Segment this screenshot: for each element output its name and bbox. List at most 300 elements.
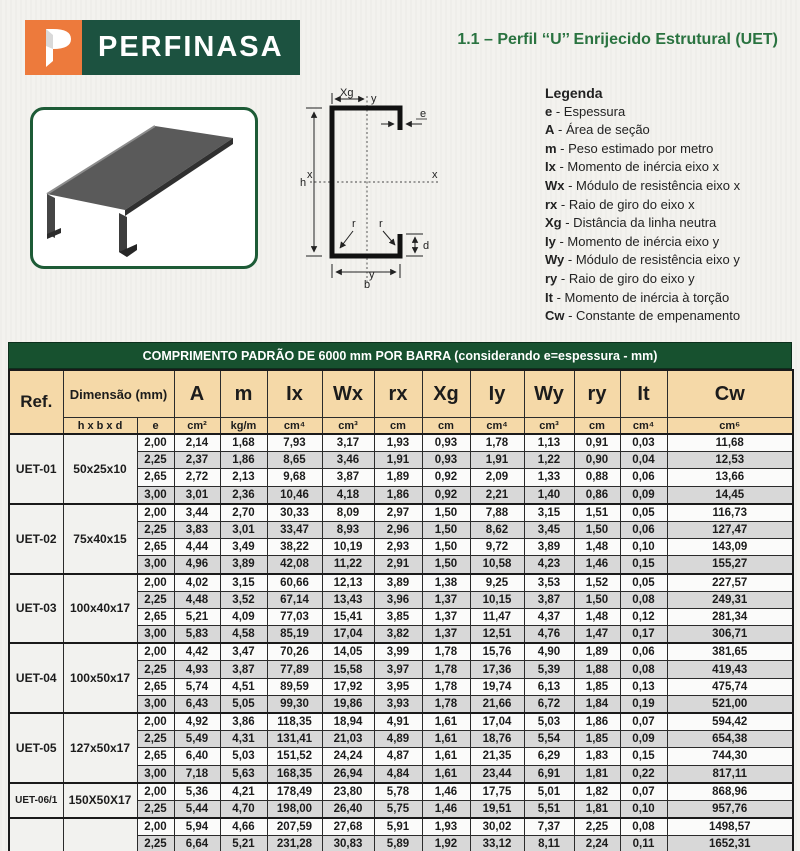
value-cell: 19,74 bbox=[470, 678, 524, 695]
legend-items bbox=[545, 103, 797, 326]
value-cell: 5,49 bbox=[174, 731, 220, 748]
legend-item: Wx - Módulo de resistência eixo x bbox=[545, 177, 741, 193]
value-cell: 38,22 bbox=[267, 539, 322, 556]
value-cell: 5,75 bbox=[374, 800, 422, 818]
value-cell: 3,87 bbox=[322, 469, 374, 486]
value-cell: 17,04 bbox=[322, 626, 374, 644]
value-cell: 0,08 bbox=[620, 591, 667, 608]
legend-item: e - Espessura bbox=[545, 103, 626, 119]
axis-label-y-top: y bbox=[371, 93, 377, 105]
value-cell: 3,96 bbox=[374, 591, 422, 608]
value-cell: 1,51 bbox=[574, 504, 620, 522]
unit-A: cm² bbox=[174, 418, 220, 435]
value-cell: 4,76 bbox=[524, 626, 574, 644]
value-cell: 2,13 bbox=[220, 469, 267, 486]
value-cell: 0,93 bbox=[422, 434, 470, 452]
value-cell: 0,88 bbox=[574, 469, 620, 486]
value-cell: 3,45 bbox=[524, 521, 574, 538]
value-cell: 281,34 bbox=[667, 608, 793, 625]
value-cell: 0,09 bbox=[620, 731, 667, 748]
value-cell: 26,40 bbox=[322, 800, 374, 818]
ref-cell: UET-04 bbox=[9, 643, 63, 713]
value-cell: 2,00 bbox=[137, 504, 174, 522]
value-cell: 4,91 bbox=[374, 713, 422, 731]
value-cell: 1,50 bbox=[574, 591, 620, 608]
value-cell: 5,01 bbox=[524, 783, 574, 801]
col-header-Wy: Wy bbox=[524, 370, 574, 418]
value-cell: 1,48 bbox=[574, 608, 620, 625]
value-cell: 14,45 bbox=[667, 486, 793, 504]
value-cell: 1,50 bbox=[422, 539, 470, 556]
value-cell: 3,00 bbox=[137, 486, 174, 504]
value-cell: 2,25 bbox=[137, 731, 174, 748]
value-cell: 15,41 bbox=[322, 608, 374, 625]
value-cell: 3,89 bbox=[524, 539, 574, 556]
value-cell: 3,87 bbox=[220, 661, 267, 678]
value-cell: 9,72 bbox=[470, 539, 524, 556]
value-cell: 6,91 bbox=[524, 765, 574, 783]
col-header-Cw: Cw bbox=[667, 370, 793, 418]
value-cell: 0,06 bbox=[620, 521, 667, 538]
value-cell: 1,88 bbox=[574, 661, 620, 678]
value-cell: 306,71 bbox=[667, 626, 793, 644]
value-cell: 957,76 bbox=[667, 800, 793, 818]
value-cell: 5,44 bbox=[174, 800, 220, 818]
col-header-m: m bbox=[220, 370, 267, 418]
uet-profile-table bbox=[8, 369, 794, 851]
value-cell: 2,21 bbox=[470, 486, 524, 504]
value-cell: 0,06 bbox=[620, 643, 667, 661]
value-cell: 1,50 bbox=[422, 556, 470, 574]
value-cell: 5,54 bbox=[524, 731, 574, 748]
value-cell: 4,09 bbox=[220, 608, 267, 625]
unit-m: kg/m bbox=[220, 418, 267, 435]
value-cell: 178,49 bbox=[267, 783, 322, 801]
value-cell: 4,70 bbox=[220, 800, 267, 818]
value-cell: 4,44 bbox=[174, 539, 220, 556]
value-cell: 155,27 bbox=[667, 556, 793, 574]
unit-It: cm⁴ bbox=[620, 418, 667, 435]
value-cell: 1,48 bbox=[574, 539, 620, 556]
unit-Iy: cm⁴ bbox=[470, 418, 524, 435]
value-cell: 1,93 bbox=[422, 818, 470, 836]
value-cell: 6,29 bbox=[524, 748, 574, 765]
value-cell: 3,44 bbox=[174, 504, 220, 522]
value-cell: 85,19 bbox=[267, 626, 322, 644]
value-cell: 6,64 bbox=[174, 836, 220, 851]
value-cell: 2,00 bbox=[137, 434, 174, 452]
value-cell: 3,97 bbox=[374, 661, 422, 678]
unit-hxbxd: h x b x d bbox=[63, 418, 137, 435]
value-cell: 3,15 bbox=[524, 504, 574, 522]
value-cell: 4,92 bbox=[174, 713, 220, 731]
value-cell: 0,07 bbox=[620, 713, 667, 731]
dimension-cell bbox=[63, 818, 137, 851]
ref-cell: UET-03 bbox=[9, 574, 63, 644]
col-header-Wx: Wx bbox=[322, 370, 374, 418]
value-cell: 1,46 bbox=[574, 556, 620, 574]
value-cell: 2,65 bbox=[137, 608, 174, 625]
value-cell: 15,76 bbox=[470, 643, 524, 661]
value-cell: 30,33 bbox=[267, 504, 322, 522]
value-cell: 116,73 bbox=[667, 504, 793, 522]
value-cell: 1,61 bbox=[422, 765, 470, 783]
value-cell: 3,86 bbox=[220, 713, 267, 731]
value-cell: 1,13 bbox=[524, 434, 574, 452]
value-cell: 17,75 bbox=[470, 783, 524, 801]
value-cell: 118,35 bbox=[267, 713, 322, 731]
dim-label-e: e bbox=[420, 108, 427, 120]
value-cell: 151,52 bbox=[267, 748, 322, 765]
value-cell: 2,25 bbox=[137, 591, 174, 608]
value-cell: 1,50 bbox=[422, 521, 470, 538]
header-row-units bbox=[9, 418, 793, 435]
value-cell: 1,81 bbox=[574, 800, 620, 818]
value-cell: 42,08 bbox=[267, 556, 322, 574]
value-cell: 1498,57 bbox=[667, 818, 793, 836]
value-cell: 594,42 bbox=[667, 713, 793, 731]
value-cell: 249,31 bbox=[667, 591, 793, 608]
value-cell: 19,51 bbox=[470, 800, 524, 818]
value-cell: 1,61 bbox=[422, 748, 470, 765]
value-cell: 2,24 bbox=[574, 836, 620, 851]
value-cell: 0,15 bbox=[620, 748, 667, 765]
unit-rx: cm bbox=[374, 418, 422, 435]
dim-label-r-right: r bbox=[379, 218, 383, 230]
value-cell: 1,37 bbox=[422, 626, 470, 644]
value-cell: 1,40 bbox=[524, 486, 574, 504]
value-cell: 381,65 bbox=[667, 643, 793, 661]
value-cell: 3,00 bbox=[137, 765, 174, 783]
dim-label-r-left: r bbox=[352, 218, 356, 230]
legend-item: ry - Raio de giro do eixo y bbox=[545, 270, 695, 286]
value-cell: 0,12 bbox=[620, 608, 667, 625]
value-cell: 4,96 bbox=[174, 556, 220, 574]
value-cell: 12,53 bbox=[667, 452, 793, 469]
value-cell: 10,58 bbox=[470, 556, 524, 574]
value-cell: 17,92 bbox=[322, 678, 374, 695]
dim-label-b: b bbox=[364, 279, 371, 291]
value-cell: 0,04 bbox=[620, 452, 667, 469]
value-cell: 5,21 bbox=[174, 608, 220, 625]
value-cell: 4,89 bbox=[374, 731, 422, 748]
value-cell: 4,23 bbox=[524, 556, 574, 574]
table-row bbox=[9, 783, 793, 801]
dimension-cell: 50x25x10 bbox=[63, 434, 137, 504]
value-cell: 3,17 bbox=[322, 434, 374, 452]
logo-wordmark bbox=[82, 20, 300, 75]
value-cell: 127,47 bbox=[667, 521, 793, 538]
value-cell: 4,31 bbox=[220, 731, 267, 748]
value-cell: 18,94 bbox=[322, 713, 374, 731]
section-diagram bbox=[282, 86, 448, 293]
value-cell: 475,74 bbox=[667, 678, 793, 695]
table-row bbox=[9, 434, 793, 452]
value-cell: 2,65 bbox=[137, 678, 174, 695]
value-cell: 2,25 bbox=[137, 661, 174, 678]
value-cell: 2,36 bbox=[220, 486, 267, 504]
value-cell: 1652,31 bbox=[667, 836, 793, 851]
value-cell: 8,65 bbox=[267, 452, 322, 469]
value-cell: 33,12 bbox=[470, 836, 524, 851]
folded-p-glyph bbox=[25, 20, 82, 75]
profile-photo bbox=[30, 107, 258, 269]
value-cell: 7,93 bbox=[267, 434, 322, 452]
value-cell: 2,96 bbox=[374, 521, 422, 538]
value-cell: 3,46 bbox=[322, 452, 374, 469]
dimension-cell: 127x50x17 bbox=[63, 713, 137, 783]
value-cell: 4,87 bbox=[374, 748, 422, 765]
value-cell: 4,21 bbox=[220, 783, 267, 801]
value-cell: 2,00 bbox=[137, 713, 174, 731]
value-cell: 9,68 bbox=[267, 469, 322, 486]
value-cell: 24,24 bbox=[322, 748, 374, 765]
value-cell: 10,46 bbox=[267, 486, 322, 504]
ref-cell bbox=[9, 818, 63, 851]
value-cell: 0,10 bbox=[620, 800, 667, 818]
value-cell: 5,63 bbox=[220, 765, 267, 783]
value-cell: 5,78 bbox=[374, 783, 422, 801]
value-cell: 2,25 bbox=[137, 521, 174, 538]
value-cell: 3,89 bbox=[374, 574, 422, 592]
value-cell: 9,25 bbox=[470, 574, 524, 592]
value-cell: 3,15 bbox=[220, 574, 267, 592]
value-cell: 1,92 bbox=[422, 836, 470, 851]
legend bbox=[545, 84, 797, 326]
value-cell: 3,85 bbox=[374, 608, 422, 625]
value-cell: 12,13 bbox=[322, 574, 374, 592]
value-cell: 0,05 bbox=[620, 504, 667, 522]
value-cell: 89,59 bbox=[267, 678, 322, 695]
value-cell: 4,48 bbox=[174, 591, 220, 608]
value-cell: 10,19 bbox=[322, 539, 374, 556]
value-cell: 1,81 bbox=[574, 765, 620, 783]
value-cell: 2,72 bbox=[174, 469, 220, 486]
value-cell: 6,43 bbox=[174, 695, 220, 713]
value-cell: 17,36 bbox=[470, 661, 524, 678]
col-header-It: It bbox=[620, 370, 667, 418]
value-cell: 3,95 bbox=[374, 678, 422, 695]
value-cell: 1,89 bbox=[574, 643, 620, 661]
table-row bbox=[9, 818, 793, 836]
value-cell: 0,93 bbox=[422, 452, 470, 469]
value-cell: 2,65 bbox=[137, 748, 174, 765]
value-cell: 0,92 bbox=[422, 486, 470, 504]
value-cell: 3,89 bbox=[220, 556, 267, 574]
value-cell: 2,09 bbox=[470, 469, 524, 486]
value-cell: 0,90 bbox=[574, 452, 620, 469]
unit-Cw: cm⁶ bbox=[667, 418, 793, 435]
value-cell: 1,78 bbox=[422, 643, 470, 661]
legend-item: Xg - Distância da linha neutra bbox=[545, 215, 717, 231]
value-cell: 2,25 bbox=[137, 452, 174, 469]
table-row bbox=[9, 713, 793, 731]
value-cell: 0,17 bbox=[620, 626, 667, 644]
value-cell: 1,47 bbox=[574, 626, 620, 644]
value-cell: 0,09 bbox=[620, 486, 667, 504]
ref-cell: UET-02 bbox=[9, 504, 63, 574]
col-header-A: A bbox=[174, 370, 220, 418]
value-cell: 1,78 bbox=[422, 661, 470, 678]
value-cell: 10,15 bbox=[470, 591, 524, 608]
table-row bbox=[9, 574, 793, 592]
value-cell: 67,14 bbox=[267, 591, 322, 608]
value-cell: 0,11 bbox=[620, 836, 667, 851]
value-cell: 7,37 bbox=[524, 818, 574, 836]
perfinasa-logo bbox=[25, 20, 300, 75]
value-cell: 2,25 bbox=[574, 818, 620, 836]
legend-item: Wy - Módulo de resistência eixo y bbox=[545, 252, 740, 268]
value-cell: 4,18 bbox=[322, 486, 374, 504]
value-cell: 1,89 bbox=[374, 469, 422, 486]
value-cell: 2,65 bbox=[137, 469, 174, 486]
value-cell: 1,37 bbox=[422, 591, 470, 608]
value-cell: 1,82 bbox=[574, 783, 620, 801]
value-cell: 0,13 bbox=[620, 678, 667, 695]
unit-Wy: cm³ bbox=[524, 418, 574, 435]
value-cell: 3,01 bbox=[174, 486, 220, 504]
value-cell: 0,07 bbox=[620, 783, 667, 801]
value-cell: 419,43 bbox=[667, 661, 793, 678]
table-banner: COMPRIMENTO PADRÃO DE 6000 mm POR BARRA (considerando e=espessura - mm) bbox=[8, 342, 792, 369]
value-cell: 7,88 bbox=[470, 504, 524, 522]
value-cell: 2,25 bbox=[137, 836, 174, 851]
value-cell: 23,44 bbox=[470, 765, 524, 783]
value-cell: 77,89 bbox=[267, 661, 322, 678]
ref-cell: UET-06/1 bbox=[9, 783, 63, 818]
value-cell: 26,94 bbox=[322, 765, 374, 783]
col-header-Xg: Xg bbox=[422, 370, 470, 418]
value-cell: 1,91 bbox=[470, 452, 524, 469]
value-cell: 1,37 bbox=[422, 608, 470, 625]
value-cell: 0,15 bbox=[620, 556, 667, 574]
page-title: 1.1 – Perfil ‘‘U’’ Enrijecido Estrutural (UET) bbox=[457, 31, 778, 48]
value-cell: 8,09 bbox=[322, 504, 374, 522]
value-cell: 6,13 bbox=[524, 678, 574, 695]
legend-item: A - Área de seção bbox=[545, 122, 650, 138]
value-cell: 2,37 bbox=[174, 452, 220, 469]
axis-label-y-bottom: y bbox=[369, 269, 375, 281]
value-cell: 3,00 bbox=[137, 695, 174, 713]
legend-item: Cw - Constante de empenamento bbox=[545, 308, 741, 324]
value-cell: 4,51 bbox=[220, 678, 267, 695]
value-cell: 2,97 bbox=[374, 504, 422, 522]
unit-Xg: cm bbox=[422, 418, 470, 435]
col-header-Ix: Ix bbox=[267, 370, 322, 418]
value-cell: 2,93 bbox=[374, 539, 422, 556]
value-cell: 1,85 bbox=[574, 731, 620, 748]
value-cell: 5,03 bbox=[220, 748, 267, 765]
value-cell: 8,11 bbox=[524, 836, 574, 851]
value-cell: 4,66 bbox=[220, 818, 267, 836]
value-cell: 1,68 bbox=[220, 434, 267, 452]
value-cell: 1,78 bbox=[422, 695, 470, 713]
value-cell: 1,50 bbox=[574, 521, 620, 538]
dim-label-h: h bbox=[300, 177, 307, 189]
value-cell: 5,39 bbox=[524, 661, 574, 678]
value-cell: 2,00 bbox=[137, 574, 174, 592]
value-cell: 3,49 bbox=[220, 539, 267, 556]
value-cell: 0,08 bbox=[620, 818, 667, 836]
value-cell: 5,91 bbox=[374, 818, 422, 836]
value-cell: 521,00 bbox=[667, 695, 793, 713]
value-cell: 2,25 bbox=[137, 800, 174, 818]
value-cell: 2,00 bbox=[137, 783, 174, 801]
value-cell: 11,47 bbox=[470, 608, 524, 625]
value-cell: 60,66 bbox=[267, 574, 322, 592]
value-cell: 11,22 bbox=[322, 556, 374, 574]
value-cell: 4,02 bbox=[174, 574, 220, 592]
value-cell: 13,43 bbox=[322, 591, 374, 608]
unit-Wx: cm³ bbox=[322, 418, 374, 435]
value-cell: 1,86 bbox=[220, 452, 267, 469]
value-cell: 5,36 bbox=[174, 783, 220, 801]
value-cell: 4,58 bbox=[220, 626, 267, 644]
value-cell: 4,93 bbox=[174, 661, 220, 678]
dimension-cell: 100x50x17 bbox=[63, 643, 137, 713]
value-cell: 5,89 bbox=[374, 836, 422, 851]
value-cell: 6,72 bbox=[524, 695, 574, 713]
legend-item: Iy - Momento de inércia eixo y bbox=[545, 233, 720, 249]
value-cell: 3,52 bbox=[220, 591, 267, 608]
value-cell: 0,92 bbox=[422, 469, 470, 486]
value-cell: 1,22 bbox=[524, 452, 574, 469]
value-cell: 21,03 bbox=[322, 731, 374, 748]
dimension-cell: 150X50X17 bbox=[63, 783, 137, 818]
unit-ry: cm bbox=[574, 418, 620, 435]
value-cell: 2,14 bbox=[174, 434, 220, 452]
value-cell: 227,57 bbox=[667, 574, 793, 592]
value-cell: 5,05 bbox=[220, 695, 267, 713]
axis-label-x-left: x bbox=[307, 169, 313, 181]
value-cell: 0,10 bbox=[620, 539, 667, 556]
value-cell: 0,03 bbox=[620, 434, 667, 452]
value-cell: 6,40 bbox=[174, 748, 220, 765]
value-cell: 3,93 bbox=[374, 695, 422, 713]
value-cell: 3,82 bbox=[374, 626, 422, 644]
value-cell: 1,93 bbox=[374, 434, 422, 452]
value-cell: 0,08 bbox=[620, 661, 667, 678]
value-cell: 1,61 bbox=[422, 713, 470, 731]
value-cell: 1,52 bbox=[574, 574, 620, 592]
value-cell: 0,05 bbox=[620, 574, 667, 592]
value-cell: 99,30 bbox=[267, 695, 322, 713]
logo-text: PERFINASA bbox=[98, 31, 284, 63]
value-cell: 8,93 bbox=[322, 521, 374, 538]
legend-item: rx - Raio de giro do eixo x bbox=[545, 196, 695, 212]
value-cell: 868,96 bbox=[667, 783, 793, 801]
value-cell: 1,91 bbox=[374, 452, 422, 469]
value-cell: 3,00 bbox=[137, 626, 174, 644]
header-row-main bbox=[9, 370, 793, 418]
value-cell: 1,85 bbox=[574, 678, 620, 695]
value-cell: 0,19 bbox=[620, 695, 667, 713]
value-cell: 1,38 bbox=[422, 574, 470, 592]
value-cell: 1,50 bbox=[422, 504, 470, 522]
value-cell: 8,62 bbox=[470, 521, 524, 538]
value-cell: 4,90 bbox=[524, 643, 574, 661]
value-cell: 1,78 bbox=[470, 434, 524, 452]
value-cell: 2,00 bbox=[137, 818, 174, 836]
value-cell: 3,99 bbox=[374, 643, 422, 661]
value-cell: 77,03 bbox=[267, 608, 322, 625]
value-cell: 5,74 bbox=[174, 678, 220, 695]
value-cell: 3,53 bbox=[524, 574, 574, 592]
value-cell: 18,76 bbox=[470, 731, 524, 748]
dimension-cell: 75x40x15 bbox=[63, 504, 137, 574]
value-cell: 817,11 bbox=[667, 765, 793, 783]
ref-cell: UET-05 bbox=[9, 713, 63, 783]
